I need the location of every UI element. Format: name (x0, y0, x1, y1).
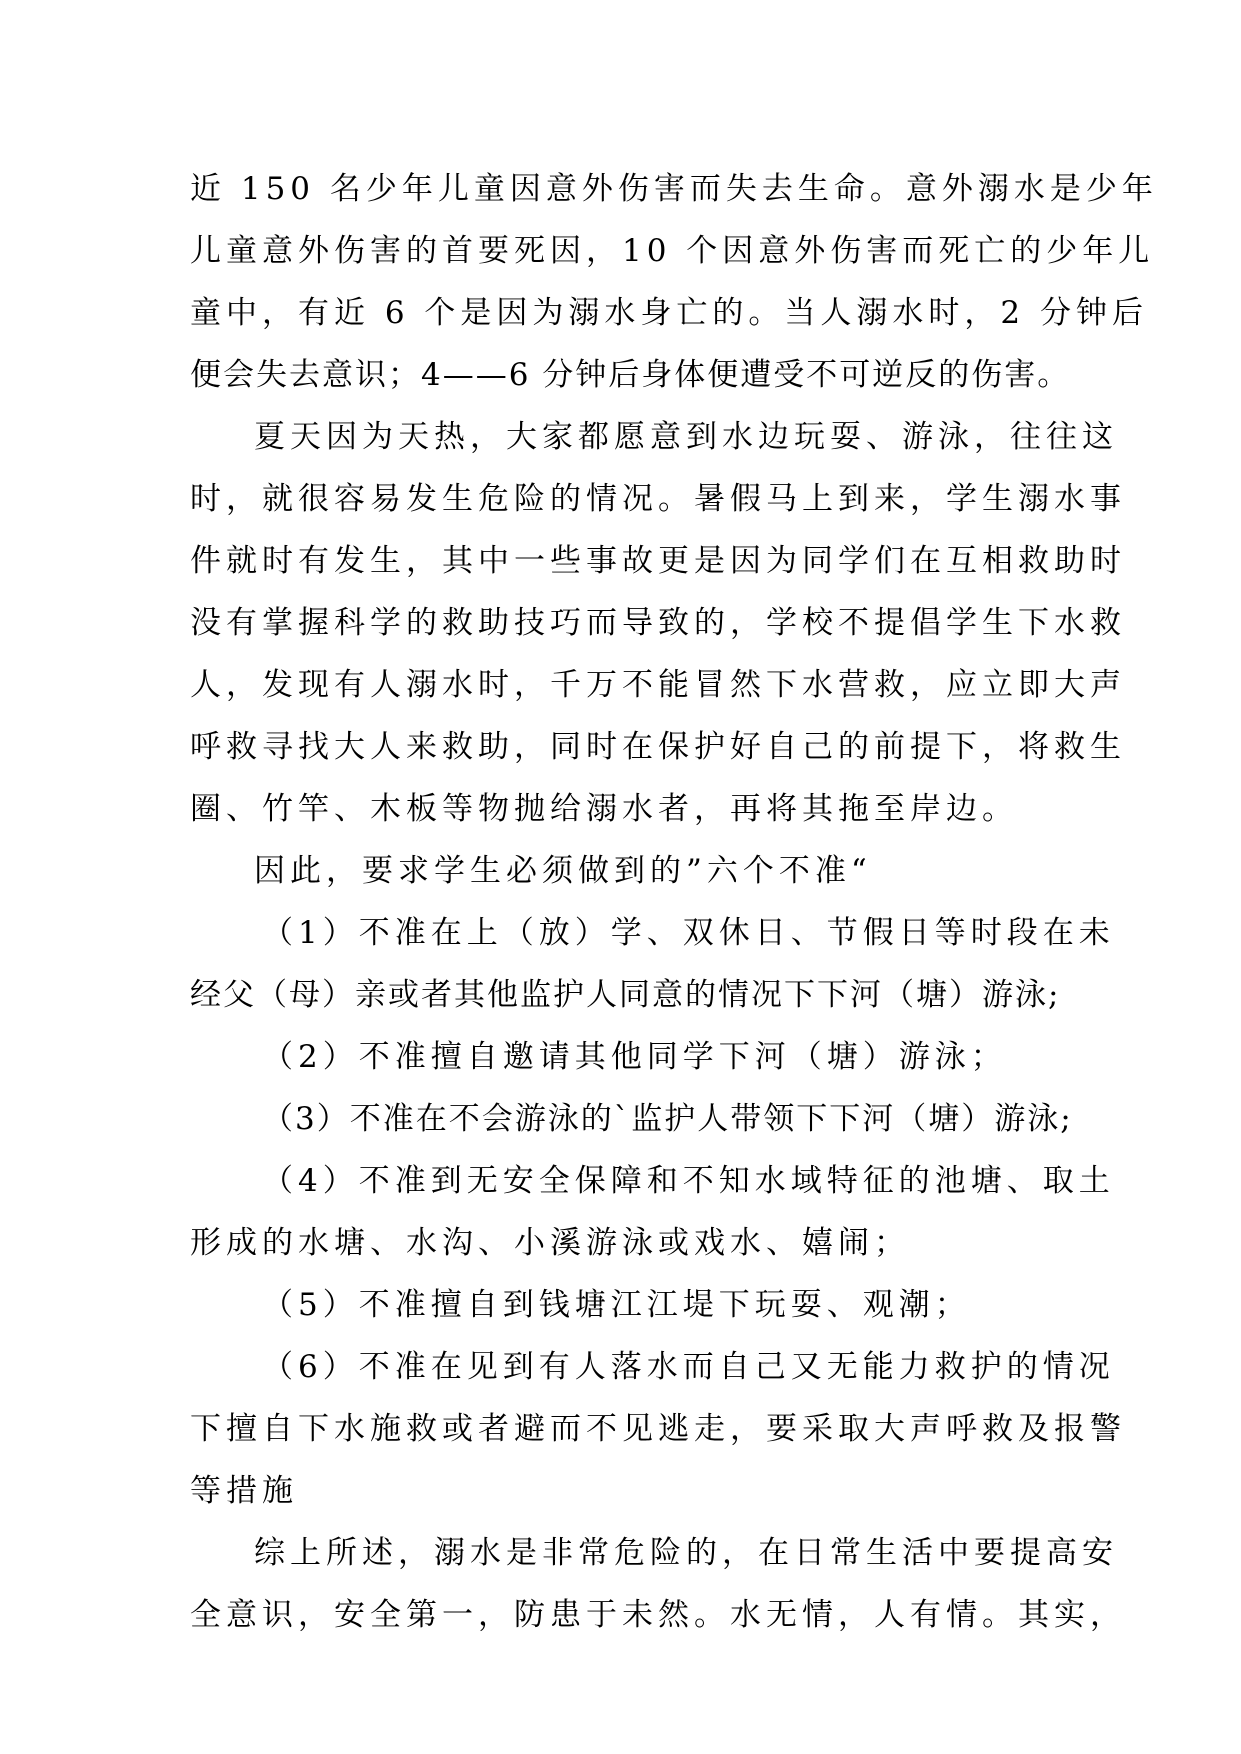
paragraph-six-rules-intro (190, 840, 1070, 902)
text-line: （2）不准擅自邀请其他同学下河（塘）游泳； (262, 1039, 1007, 1075)
text-line: 经父（母）亲或者其他监护人同意的情况下下河（塘）游泳; (190, 977, 1061, 1013)
document-body (190, 158, 1158, 1646)
text-line: （4）不准到无安全保障和不知水域特征的池塘、取土 (262, 1163, 1115, 1199)
rule-item-3 (190, 1088, 1073, 1150)
text-line: 呼救寻找大人来救助，同时在保护好自己的前提下，将救生 (190, 729, 1126, 765)
text-line: 圈、竹竿、木板等物抛给溺水者，再将其拖至岸边。 (190, 791, 1018, 827)
text-line: （3）不准在不会游泳的`监护人带领下下河（塘）游泳; (262, 1101, 1073, 1137)
text-line: （1）不准在上（放）学、双休日、节假日等时段在未 (262, 915, 1115, 951)
rule-list (190, 902, 1126, 1522)
rule-item-1 (190, 902, 1115, 1026)
text-line: 儿童意外伤害的首要死因，10 个因意外伤害而死亡的少年儿 (190, 233, 1155, 269)
text-line: 近 150 名少年儿童因意外伤害而失去生命。意外溺水是少年 (190, 171, 1158, 207)
paragraph-drowning-statistics (190, 158, 1158, 406)
paragraph-conclusion (190, 1522, 1126, 1646)
text-line: 等措施 (190, 1473, 298, 1509)
rule-item-4 (190, 1150, 1115, 1274)
text-line: 没有掌握科学的救助技巧而导致的，学校不提倡学生下水救 (190, 605, 1126, 641)
text-line: 全意识，安全第一，防患于未然。水无情，人有情。其实， (190, 1597, 1126, 1633)
paragraph-summer-danger (190, 406, 1126, 840)
text-line: 下擅自下水施救或者避而不见逃走，要采取大声呼救及报警 (190, 1411, 1126, 1447)
text-line: 形成的水塘、水沟、小溪游泳或戏水、嬉闹； (190, 1225, 910, 1261)
text-line: 因此，要求学生必须做到的”六个不准“ (254, 853, 872, 889)
rule-item-6 (190, 1336, 1126, 1522)
text-line: 综上所述，溺水是非常危险的，在日常生活中要提高安 (254, 1535, 1118, 1571)
rule-item-5 (190, 1274, 1070, 1336)
text-line: （6）不准在见到有人落水而自己又无能力救护的情况 (262, 1349, 1115, 1385)
text-line: 时，就很容易发生危险的情况。暑假马上到来，学生溺水事 (190, 481, 1126, 517)
text-line: 人，发现有人溺水时，千万不能冒然下水营救，应立即大声 (190, 667, 1126, 703)
text-line: 便会失去意识；4——6 分钟后身体便遭受不可逆反的伤害。 (190, 357, 1071, 393)
rule-item-2 (190, 1026, 1070, 1088)
text-line: 件就时有发生，其中一些事故更是因为同学们在互相救助时 (190, 543, 1126, 579)
text-line: （5）不准擅自到钱塘江江堤下玩耍、观潮； (262, 1287, 971, 1323)
text-line: 童中，有近 6 个是因为溺水身亡的。当人溺水时，2 分钟后 (190, 295, 1149, 331)
text-line: 夏天因为天热，大家都愿意到水边玩耍、游泳，往往这 (254, 419, 1118, 455)
